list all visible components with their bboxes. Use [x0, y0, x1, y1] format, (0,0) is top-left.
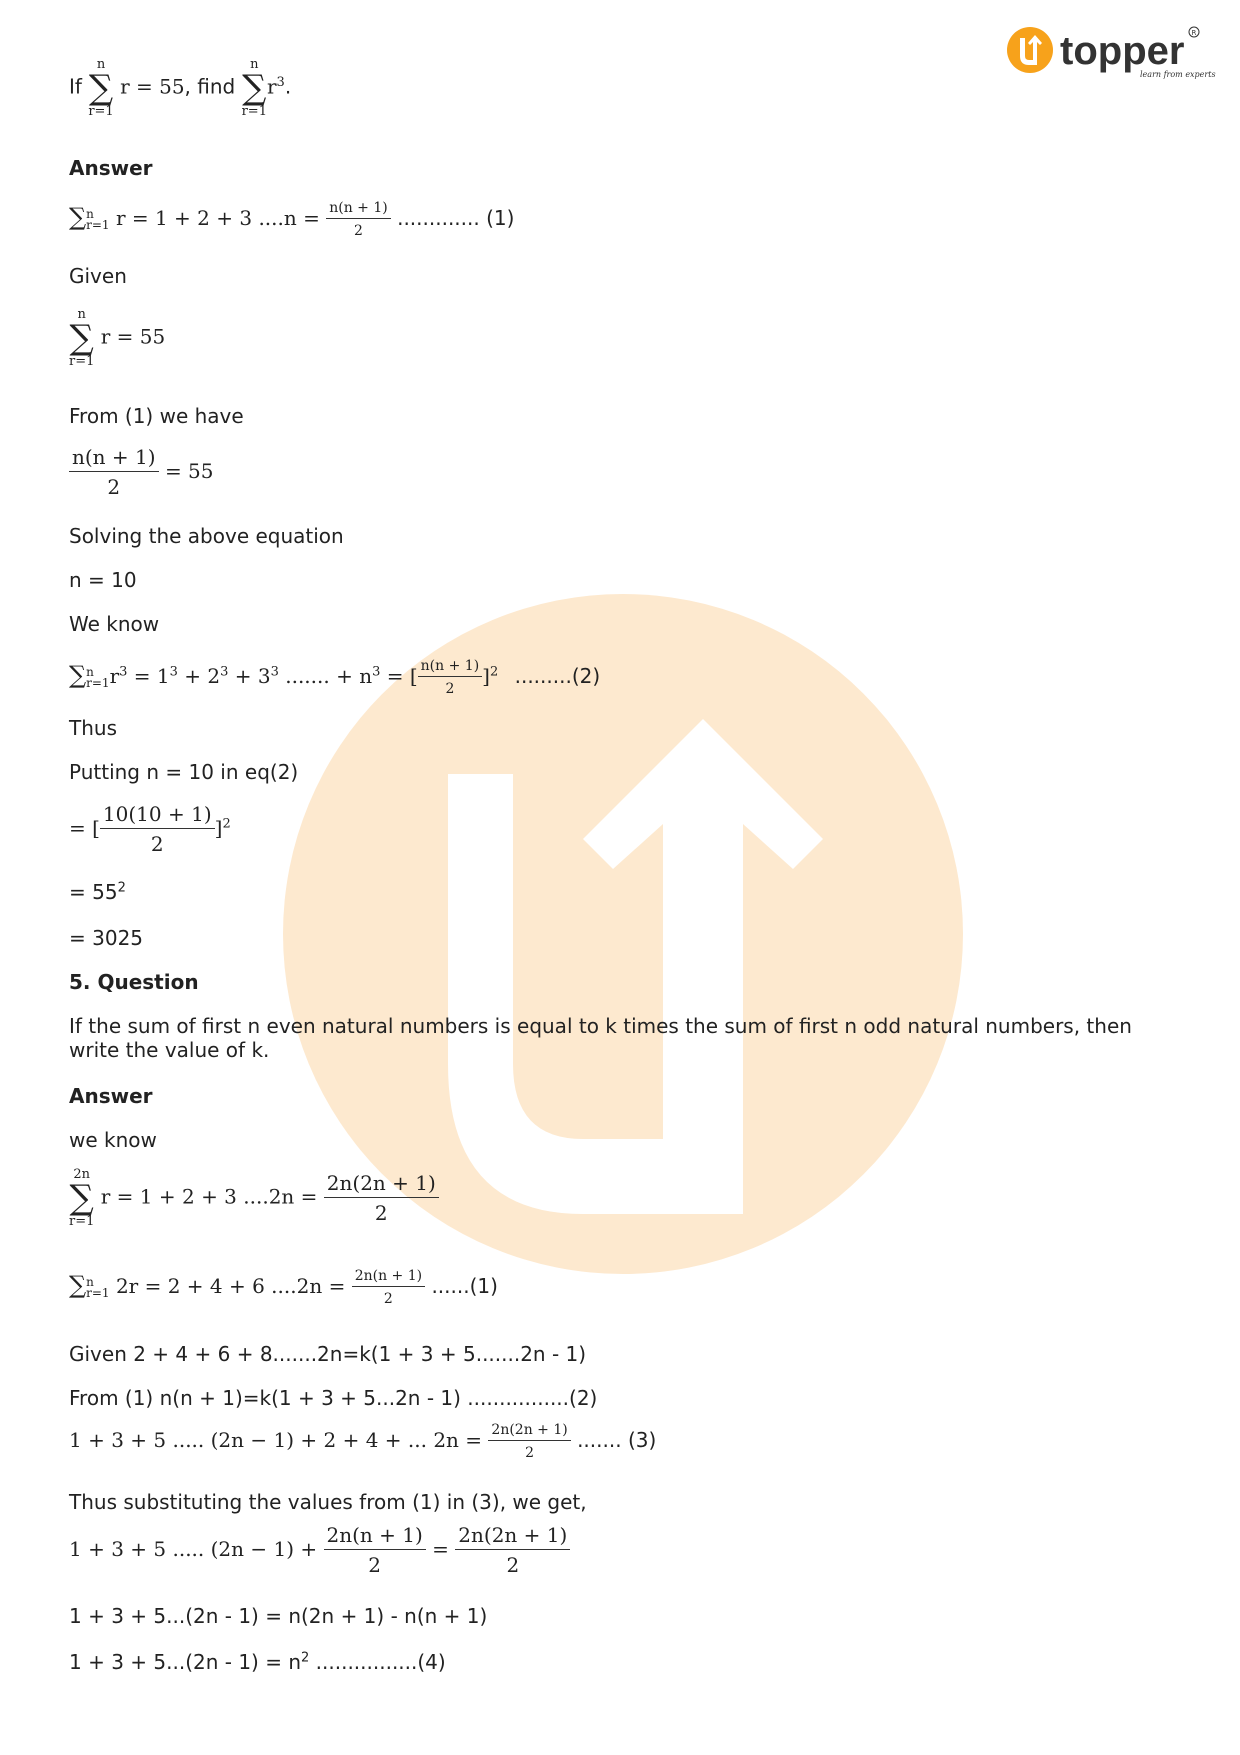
putting-label: Putting n = 10 in eq(2): [69, 760, 299, 784]
equation-1: ∑ n r=1 r = 1 + 2 + 3 ....n = $\frac{n(n + 1)}{2}$ ............. (1): [69, 200, 515, 240]
topper-logo: [1006, 22, 1216, 92]
given-equation: r = 55: [120, 74, 185, 99]
sum-symbol: n ∑ r=1: [88, 57, 114, 119]
sum-2n-equation: 2n ∑ r=1 r = 1 + 2 + 3 ....2n = $\frac{2n(2n + 1)}{2}$: [69, 1168, 439, 1228]
brand-name: topper: [1060, 29, 1185, 73]
question-5-text-line-1: If the sum of first n even natural numbers is equal to k times the sum of first n odd natural numbers, then: [69, 1014, 1132, 1038]
given-label: Given: [69, 264, 127, 288]
result-3025: = 3025: [69, 926, 144, 950]
we-know-label-2: we know: [69, 1128, 157, 1152]
equation-3: 1 + 3 + 5 ..... (2n − 1) + 2 + 4 + ... 2n = $\frac{2n(2n + 1)}{2}$ ....... (3): [69, 1422, 657, 1462]
answer-heading: Answer: [69, 156, 153, 180]
we-know-label: We know: [69, 612, 160, 636]
sum-symbol: n ∑ r=1: [241, 57, 267, 119]
answer-heading-2: Answer: [69, 1084, 153, 1108]
solving-label: Solving the above equation: [69, 524, 344, 548]
question-prefix: If: [69, 74, 82, 99]
simplified-line-2: $1 + 3 + 5...(2n - 1) = n^2$ ................(4): [69, 1650, 446, 1674]
thus-label: Thus: [69, 716, 117, 740]
given-sum: n ∑ r=1 r = 55: [69, 307, 166, 369]
n-value: n = 10: [69, 568, 137, 592]
from-1-label: From (1) we have: [69, 404, 244, 428]
question-5-title: 5. Question: [69, 970, 199, 994]
question-line: If n ∑ r=1 r = 55, find n ∑ r=1 $r^3$.: [69, 57, 292, 119]
even-sum-equation: ∑ n r=1 2r = 2 + 4 + 6 ....2n = $\frac{2n(n + 1)}{2}$ ......(1): [69, 1268, 498, 1308]
svg-text:R: R: [1191, 29, 1197, 37]
equation-4: 1 + 3 + 5 ..... (2n − 1) + $\frac{2n(n + 1)}{2}$ = $\frac{2n(2n + 1)}{2}$: [69, 1524, 570, 1577]
fraction-equation: $\frac{n(n + 1)}{2}$ = 55: [69, 446, 214, 499]
question-5-text-line-2: write the value of k.: [69, 1038, 270, 1062]
given-line: Given 2 + 4 + 6 + 8.......2n=k(1 + 3 + 5.......2n - 1): [69, 1342, 587, 1366]
simplified-line-1: 1 + 3 + 5...(2n - 1) = n(2n + 1) - n(n + 1): [69, 1604, 488, 1628]
result-55-squared: = $55^2$: [69, 880, 126, 904]
substituting-label: Thus substituting the values from (1) in (3), we get,: [69, 1490, 587, 1514]
equation-2: ∑ n r=1 $r^3 = 1^3 + 2^3 + 3^3$ ....... + $n^3$ = [ $\frac{n(n + 1)}{2}$ ]$^2$ .........(2): [69, 658, 601, 698]
putting-equation: = [ $\frac{10(10 + 1)}{2}$ ]$^2$: [69, 802, 231, 856]
from-1-line: From (1) n(n + 1)=k(1 + 3 + 5...2n - 1) ................(2): [69, 1386, 598, 1410]
brand-tagline: learn from experts: [1140, 70, 1216, 79]
